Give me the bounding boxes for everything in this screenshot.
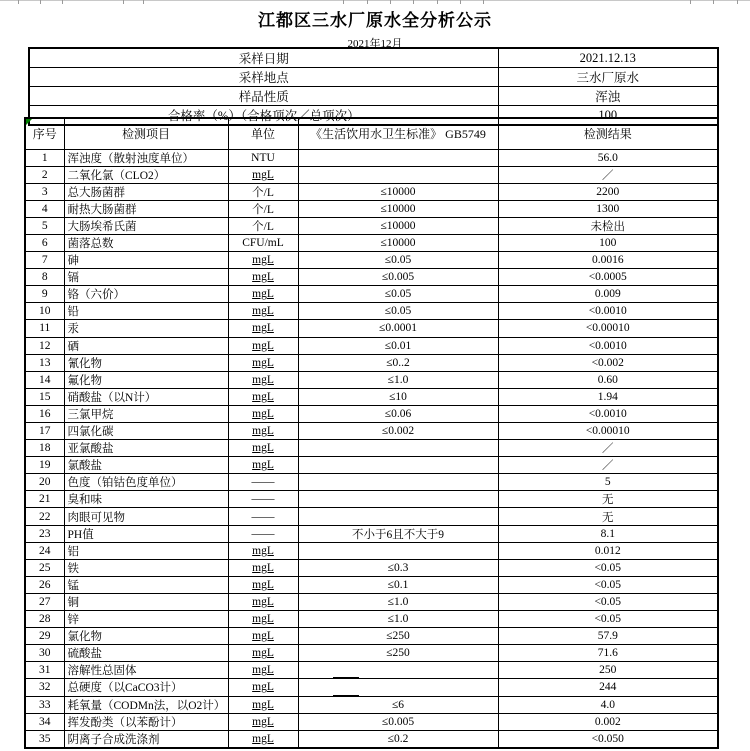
result-value: 2200	[498, 183, 718, 200]
unit: mgL	[228, 593, 298, 610]
result-value: ／	[498, 166, 718, 183]
row-number: 26	[25, 576, 64, 593]
row-number: 16	[25, 405, 64, 422]
row-number: 25	[25, 559, 64, 576]
unit: mgL	[228, 628, 298, 645]
unit: mgL	[228, 713, 298, 730]
item-name: 溶解性总固体	[64, 662, 228, 679]
item-name: 硫酸盐	[64, 645, 228, 662]
result-value: <0.00010	[498, 423, 718, 440]
result-value: ／	[498, 457, 718, 474]
item-name: 耐热大肠菌群	[64, 200, 228, 217]
item-name: PH值	[64, 525, 228, 542]
unit: mgL	[228, 405, 298, 422]
table-row	[25, 662, 718, 679]
item-name: 锌	[64, 611, 228, 628]
table-row	[25, 645, 718, 662]
row-number: 15	[25, 388, 64, 405]
sample-info-table	[28, 47, 719, 126]
table-row	[25, 508, 718, 525]
gridline-tick	[343, 0, 344, 4]
table-row	[25, 730, 718, 748]
row-number: 10	[25, 303, 64, 320]
standard-value: ≤0.2	[298, 730, 498, 748]
standard-value: ≤0.01	[298, 337, 498, 354]
gridline-tick	[713, 0, 714, 4]
gridline-tick	[367, 0, 368, 4]
standard-value: ≤250	[298, 628, 498, 645]
row-number: 11	[25, 320, 64, 337]
row-number: 32	[25, 679, 64, 696]
standard-value: ≤0.1	[298, 576, 498, 593]
standard-value: 不小于6且不大于9	[298, 525, 498, 542]
standard-value: ≤10000	[298, 217, 498, 234]
result-value: 71.6	[498, 645, 718, 662]
unit: mgL	[228, 354, 298, 371]
table-row	[25, 200, 718, 217]
result-value: <0.050	[498, 730, 718, 748]
info-value: 2021.12.13	[498, 48, 718, 68]
item-name: 耗氧量（CODMn法，以O2计）	[64, 696, 228, 713]
gridline-tick	[690, 0, 691, 4]
item-name: 色度（铂钴色度单位）	[64, 474, 228, 491]
standard-value: ≤10000	[298, 234, 498, 251]
unit: mgL	[228, 457, 298, 474]
gridline-tick	[18, 0, 19, 4]
table-row	[25, 559, 718, 576]
result-value: 8.1	[498, 525, 718, 542]
result-value: 100	[498, 234, 718, 251]
row-number: 21	[25, 491, 64, 508]
table-row	[25, 457, 718, 474]
row-number: 20	[25, 474, 64, 491]
table-row	[25, 713, 718, 730]
row-number: 12	[25, 337, 64, 354]
result-value: 0.012	[498, 542, 718, 559]
row-number: 31	[25, 662, 64, 679]
standard-value	[298, 166, 498, 183]
result-value: 57.9	[498, 628, 718, 645]
standard-value	[298, 542, 498, 559]
header-item: 检测项目	[64, 118, 228, 149]
gridline-tick	[483, 0, 484, 4]
standard-value	[298, 149, 498, 166]
table-row	[25, 337, 718, 354]
item-name: 硒	[64, 337, 228, 354]
info-label: 采样日期	[29, 48, 498, 68]
gridline-tick	[123, 0, 124, 4]
table-row	[25, 542, 718, 559]
standard-value: ≤0..2	[298, 354, 498, 371]
standard-value	[298, 440, 498, 457]
gridline-tick	[437, 0, 438, 4]
unit: 个/L	[228, 183, 298, 200]
standard-value	[298, 679, 498, 696]
gridline-tick	[737, 0, 738, 4]
table-row	[25, 611, 718, 628]
item-name: 三氯甲烷	[64, 405, 228, 422]
result-value: 无	[498, 508, 718, 525]
gridline-tick	[143, 0, 144, 4]
gridline-tick	[40, 0, 41, 4]
unit: mgL	[228, 337, 298, 354]
standard-value: ≤0.06	[298, 405, 498, 422]
page-title: 江都区三水厂原水全分析公示	[258, 11, 492, 30]
item-name: 铬（六价）	[64, 286, 228, 303]
item-name: 砷	[64, 252, 228, 269]
standard-value	[298, 474, 498, 491]
unit: ——	[228, 474, 298, 491]
table-row	[25, 320, 718, 337]
item-name: 氯酸盐	[64, 457, 228, 474]
unit: mgL	[228, 286, 298, 303]
unit: mgL	[228, 576, 298, 593]
row-number: 33	[25, 696, 64, 713]
unit: mgL	[228, 730, 298, 748]
standard-value: ≤0.05	[298, 286, 498, 303]
info-row-sample-date	[29, 48, 718, 68]
gridline-tick	[413, 0, 414, 4]
standard-value: ≤1.0	[298, 611, 498, 628]
standard-value: ≤6	[298, 696, 498, 713]
table-row	[25, 217, 718, 234]
unit: mgL	[228, 320, 298, 337]
standard-value	[298, 457, 498, 474]
result-value: <0.05	[498, 593, 718, 610]
result-value: <0.05	[498, 611, 718, 628]
table-row	[25, 149, 718, 166]
item-name: 挥发酚类（以苯酚计）	[64, 713, 228, 730]
table-row	[25, 303, 718, 320]
standard-value: ≤0.3	[298, 559, 498, 576]
gridline-tick	[460, 0, 461, 4]
row-number: 23	[25, 525, 64, 542]
item-name: 硝酸盐（以N计）	[64, 388, 228, 405]
row-number: 14	[25, 371, 64, 388]
results-table	[24, 117, 719, 749]
standard-value: ≤1.0	[298, 593, 498, 610]
table-row	[25, 234, 718, 251]
table-row	[25, 252, 718, 269]
item-name: 铅	[64, 303, 228, 320]
unit: mgL	[228, 559, 298, 576]
info-label: 采样地点	[29, 68, 498, 87]
standard-value: ≤0.002	[298, 423, 498, 440]
info-value: 100	[498, 106, 718, 126]
row-number: 18	[25, 440, 64, 457]
header-no	[25, 118, 64, 149]
unit: mgL	[228, 662, 298, 679]
gridline-tick	[62, 0, 63, 4]
table-row	[25, 354, 718, 371]
item-name: 总大肠菌群	[64, 183, 228, 200]
unit: mgL	[228, 371, 298, 388]
item-name: 氯化物	[64, 628, 228, 645]
info-row-sample-nature	[29, 87, 718, 106]
unit: mgL	[228, 303, 298, 320]
result-value: <0.002	[498, 354, 718, 371]
result-value: 0.60	[498, 371, 718, 388]
row-number: 35	[25, 730, 64, 748]
row-number: 28	[25, 611, 64, 628]
item-name: 四氯化碳	[64, 423, 228, 440]
table-row	[25, 628, 718, 645]
table-row	[25, 371, 718, 388]
result-value: ／	[498, 440, 718, 457]
gridline-tick	[390, 0, 391, 4]
info-row-sample-location	[29, 68, 718, 87]
item-name: 铜	[64, 593, 228, 610]
item-name: 大肠埃希氏菌	[64, 217, 228, 234]
unit: mgL	[228, 645, 298, 662]
page-subtitle: 2021年12月	[347, 38, 403, 50]
result-value: 无	[498, 491, 718, 508]
standard-value	[298, 491, 498, 508]
excel-corner-marker-icon	[26, 119, 32, 125]
table-row	[25, 423, 718, 440]
table-row	[25, 576, 718, 593]
excel-gridline-top	[0, 0, 750, 1]
unit: mgL	[228, 440, 298, 457]
standard-value: ≤0.005	[298, 713, 498, 730]
result-value: 0.009	[498, 286, 718, 303]
result-value: <0.0010	[498, 337, 718, 354]
standard-value: ≤0.0001	[298, 320, 498, 337]
item-name: 二氧化氯（CLO2）	[64, 166, 228, 183]
result-value: 250	[498, 662, 718, 679]
result-value: 0.0016	[498, 252, 718, 269]
table-row	[25, 440, 718, 457]
result-value: 4.0	[498, 696, 718, 713]
result-value: 0.002	[498, 713, 718, 730]
info-label: 样品性质	[29, 87, 498, 106]
result-value: 244	[498, 679, 718, 696]
result-value: <0.0005	[498, 269, 718, 286]
unit: ——	[228, 491, 298, 508]
standard-value	[298, 508, 498, 525]
item-name: 铝	[64, 542, 228, 559]
unit: NTU	[228, 149, 298, 166]
unit: 个/L	[228, 217, 298, 234]
unit: mgL	[228, 611, 298, 628]
table-row	[25, 166, 718, 183]
item-name: 浑浊度（散射浊度单位）	[64, 149, 228, 166]
row-number: 9	[25, 286, 64, 303]
table-row	[25, 183, 718, 200]
unit: mgL	[228, 542, 298, 559]
item-name: 锰	[64, 576, 228, 593]
info-value: 浑浊	[498, 87, 718, 106]
unit: mgL	[228, 696, 298, 713]
info-label: 合格率（%）（合格项次／总项次）	[29, 106, 498, 126]
result-value: 5	[498, 474, 718, 491]
unit: ——	[228, 508, 298, 525]
row-number: 8	[25, 269, 64, 286]
results-header-row	[25, 118, 718, 149]
unit: mgL	[228, 166, 298, 183]
standard-value	[298, 662, 498, 679]
item-name: 汞	[64, 320, 228, 337]
unit: mgL	[228, 423, 298, 440]
standard-value: ≤0.005	[298, 269, 498, 286]
row-number: 7	[25, 252, 64, 269]
unit: 个/L	[228, 200, 298, 217]
item-name: 氟化物	[64, 371, 228, 388]
item-name: 亚氯酸盐	[64, 440, 228, 457]
table-row	[25, 679, 718, 696]
row-number: 19	[25, 457, 64, 474]
item-name: 铁	[64, 559, 228, 576]
header-unit: 单位	[228, 118, 298, 149]
unit: ——	[228, 525, 298, 542]
row-number: 13	[25, 354, 64, 371]
result-value: <0.05	[498, 559, 718, 576]
result-value: 未检出	[498, 217, 718, 234]
row-number: 2	[25, 166, 64, 183]
table-row	[25, 474, 718, 491]
item-name: 氰化物	[64, 354, 228, 371]
unit: mgL	[228, 388, 298, 405]
row-number: 3	[25, 183, 64, 200]
result-value: 1300	[498, 200, 718, 217]
result-value: <0.05	[498, 576, 718, 593]
row-number: 34	[25, 713, 64, 730]
unit: CFU/mL	[228, 234, 298, 251]
row-number: 4	[25, 200, 64, 217]
row-number: 1	[25, 149, 64, 166]
row-number: 5	[25, 217, 64, 234]
row-number: 27	[25, 593, 64, 610]
item-name: 肉眼可见物	[64, 508, 228, 525]
row-number: 30	[25, 645, 64, 662]
table-row	[25, 269, 718, 286]
table-row	[25, 525, 718, 542]
header-result: 检测结果	[498, 118, 718, 149]
unit: mgL	[228, 679, 298, 696]
row-number: 6	[25, 234, 64, 251]
row-number: 29	[25, 628, 64, 645]
row-number: 22	[25, 508, 64, 525]
item-name: 菌落总数	[64, 234, 228, 251]
table-row	[25, 388, 718, 405]
item-name: 镉	[64, 269, 228, 286]
standard-value: ≤0.05	[298, 252, 498, 269]
standard-value: ≤1.0	[298, 371, 498, 388]
header-no-label: 序号	[32, 127, 57, 142]
result-value: <0.0010	[498, 303, 718, 320]
item-name: 总硬度（以CaCO3计）	[64, 679, 228, 696]
item-name: 阴离子合成洗涤剂	[64, 730, 228, 748]
result-value: <0.0010	[498, 405, 718, 422]
unit: mgL	[228, 252, 298, 269]
result-value: <0.00010	[498, 320, 718, 337]
standard-value: ≤250	[298, 645, 498, 662]
table-row	[25, 491, 718, 508]
standard-value: ≤0.05	[298, 303, 498, 320]
info-value: 三水厂原水	[498, 68, 718, 87]
table-row	[25, 593, 718, 610]
table-row	[25, 696, 718, 713]
row-number: 17	[25, 423, 64, 440]
table-row	[25, 286, 718, 303]
table-row	[25, 405, 718, 422]
standard-value: ≤10000	[298, 200, 498, 217]
header-standard: 《生活饮用水卫生标准》 GB5749	[298, 118, 498, 149]
result-value: 1.94	[498, 388, 718, 405]
result-value: 56.0	[498, 149, 718, 166]
standard-value: ≤10000	[298, 183, 498, 200]
item-name: 臭和味	[64, 491, 228, 508]
unit: mgL	[228, 269, 298, 286]
standard-value: ≤10	[298, 388, 498, 405]
row-number: 24	[25, 542, 64, 559]
